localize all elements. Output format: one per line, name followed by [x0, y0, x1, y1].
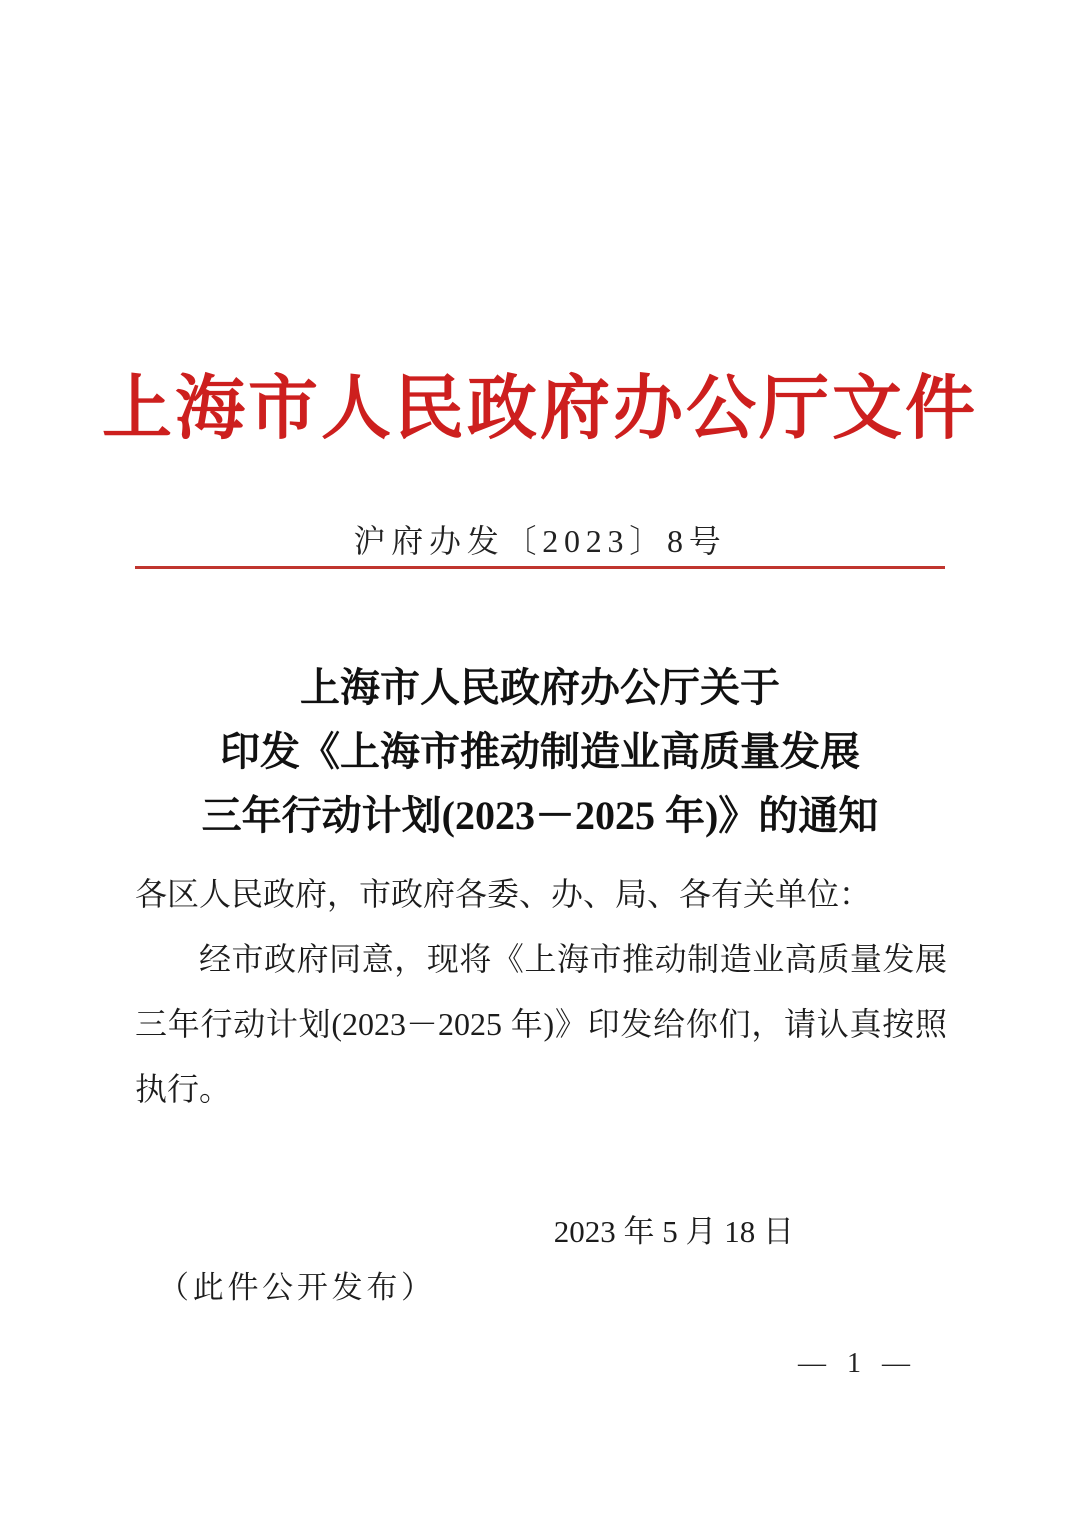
letterhead-title: 上海市人民政府办公厅文件 [102, 371, 978, 448]
page-number: — 1 — [798, 1348, 912, 1379]
document-body [135, 862, 947, 1122]
public-release-note: （此件公开发布） [158, 1270, 436, 1305]
document-title-line-3: 三年行动计划(2023－2025 年)》的通知 [201, 793, 879, 838]
document-title [0, 656, 1080, 848]
body-paragraph: 经市政府同意，现将《上海市推动制造业高质量发展三年行动计划(2023－2025 年)》印发给你们，请认真按照执行。 [135, 941, 947, 1107]
document-number: 沪府办发〔2023〕8号 [353, 523, 727, 559]
document-title-line-1: 上海市人民政府办公厅关于 [300, 665, 780, 710]
red-divider-line [135, 566, 945, 569]
salutation-line: 各区人民政府，市政府各委、办、局、各有关单位： [135, 876, 872, 912]
issue-date: 2023 年 5 月 18 日 [553, 1214, 794, 1249]
document-title-line-2: 印发《上海市推动制造业高质量发展 [220, 729, 860, 774]
